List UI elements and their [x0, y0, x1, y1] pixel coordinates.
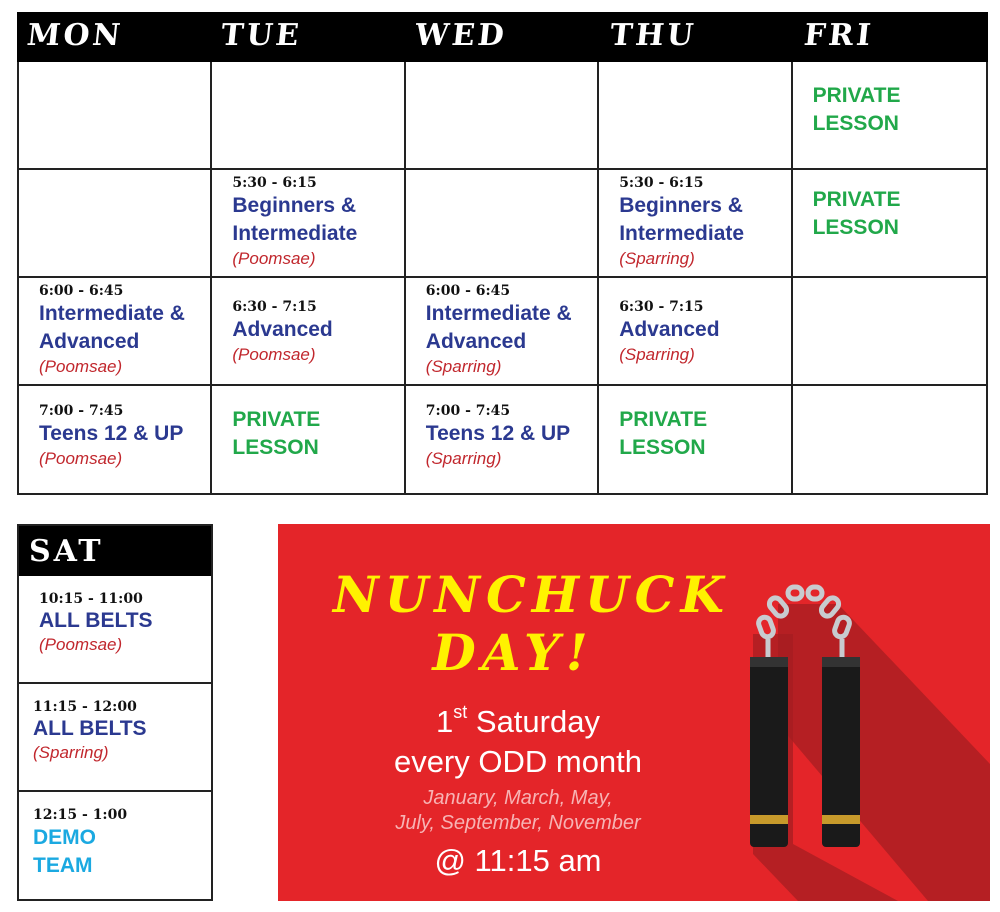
private-lesson-label — [813, 174, 976, 242]
cell-mon-r4 — [19, 386, 212, 493]
cell-wed-r4 — [406, 386, 599, 493]
class-name: Teens 12 & UP — [39, 422, 184, 445]
class-style: (Sparring) — [619, 345, 695, 364]
cell-tue-r4 — [212, 386, 405, 493]
cell-thu-r2 — [599, 170, 792, 278]
class-name: ALL BELTS — [39, 609, 153, 632]
cell-fri-r2 — [793, 170, 986, 278]
cell-tue-r3 — [212, 278, 405, 386]
class-style: (Poomsae) — [232, 345, 316, 364]
class-time: 5:30 - 6:15 — [232, 175, 317, 191]
title-line1: NUNCHUCK — [333, 565, 730, 624]
nunchuck-day-title — [333, 565, 730, 682]
cell-mon-r2 — [19, 170, 212, 278]
cell-mon-r1 — [19, 62, 212, 170]
class-style: (Poomsae) — [39, 449, 123, 468]
event-frequency: every ODD month — [393, 744, 643, 779]
cell-tue-r1 — [212, 62, 405, 170]
class-time: 7:00 - 7:45 — [39, 403, 124, 419]
class-time: 6:30 - 7:15 — [232, 299, 317, 315]
class-time: 10:15 - 11:00 — [39, 591, 143, 607]
ordinal-number: 1 — [436, 704, 454, 739]
cell-thu-r3 — [599, 278, 792, 386]
title-line2: DAY! — [432, 623, 594, 682]
private-lesson-line2: LESSON — [232, 436, 319, 459]
event-time: @ 11:15 am — [434, 843, 602, 878]
class-style: (Sparring) — [425, 357, 502, 376]
schedule-grid — [17, 62, 988, 495]
private-lesson-line2: LESSON — [812, 216, 899, 239]
nunchuck-day-banner — [278, 524, 990, 901]
sat-class-1 — [19, 576, 211, 684]
class-time: 6:00 - 6:45 — [425, 283, 511, 299]
private-lesson-line2: LESSON — [812, 112, 899, 135]
private-lesson-label — [813, 66, 976, 138]
day-header-thu: THU — [607, 18, 698, 53]
sat-class-3 — [19, 792, 211, 898]
cell-thu-r4 — [599, 386, 792, 493]
class-time: 5:30 - 6:15 — [619, 175, 704, 191]
day-header-tue: TUE — [219, 18, 304, 53]
event-day — [348, 702, 688, 782]
cell-mon-r3 — [19, 278, 212, 386]
day-header-mon: MON — [25, 18, 125, 53]
cell-fri-r3 — [793, 278, 986, 386]
event-day-line — [348, 702, 688, 742]
private-lesson-line2: LESSON — [619, 436, 706, 459]
cell-fri-r4 — [793, 386, 986, 493]
cell-thu-r1 — [599, 62, 792, 170]
day-name: Saturday — [467, 704, 600, 739]
day-header-sat: SAT — [19, 526, 211, 576]
class-name: Advanced — [232, 318, 333, 341]
class-name: Beginners & Intermediate — [619, 194, 745, 245]
private-lesson-label — [232, 390, 393, 462]
private-lesson-line1: PRIVATE — [232, 408, 321, 431]
class-time: 7:00 - 7:45 — [425, 403, 511, 419]
class-name: Advanced — [619, 318, 720, 341]
weekly-schedule — [17, 12, 988, 495]
class-time: 12:15 - 1:00 — [33, 807, 128, 823]
cell-fri-r1 — [793, 62, 986, 170]
private-lesson-line1: PRIVATE — [812, 84, 901, 107]
ordinal-suffix: st — [453, 702, 468, 722]
demo-team-line1: DEMO — [33, 826, 96, 849]
cell-wed-r2 — [406, 170, 599, 278]
class-style: (Sparring) — [33, 743, 109, 762]
day-header-wed: WED — [413, 18, 509, 53]
class-name: Intermediate & Advanced — [425, 302, 572, 353]
cell-tue-r2 — [212, 170, 405, 278]
class-style: (Sparring) — [619, 249, 695, 268]
class-style: (Poomsae) — [232, 249, 316, 268]
class-name: Beginners & Intermediate — [232, 194, 358, 245]
class-time: 6:00 - 6:45 — [39, 283, 124, 299]
class-style: (Sparring) — [425, 449, 502, 468]
cell-wed-r1 — [406, 62, 599, 170]
months-line1: January, March, May, — [423, 787, 613, 809]
class-name: ALL BELTS — [33, 717, 147, 740]
private-lesson-line1: PRIVATE — [619, 408, 708, 431]
saturday-schedule — [17, 524, 213, 901]
nunchuck-icon — [728, 579, 908, 849]
day-header-fri: FRI — [802, 18, 876, 53]
class-name: Intermediate & Advanced — [39, 302, 185, 353]
cell-wed-r3 — [406, 278, 599, 386]
class-style: (Poomsae) — [39, 357, 123, 376]
sat-class-2 — [19, 684, 211, 792]
demo-team-line2: TEAM — [33, 854, 93, 877]
class-time: 11:15 - 12:00 — [33, 699, 137, 715]
months-line2: July, September, November — [395, 812, 641, 834]
event-months — [348, 786, 688, 836]
day-header-row — [17, 12, 988, 62]
class-time: 6:30 - 7:15 — [619, 299, 704, 315]
private-lesson-line1: PRIVATE — [812, 188, 901, 211]
demo-team-label — [33, 824, 203, 880]
class-style: (Poomsae) — [39, 635, 123, 654]
private-lesson-label — [619, 390, 780, 462]
class-name: Teens 12 & UP — [425, 422, 571, 445]
